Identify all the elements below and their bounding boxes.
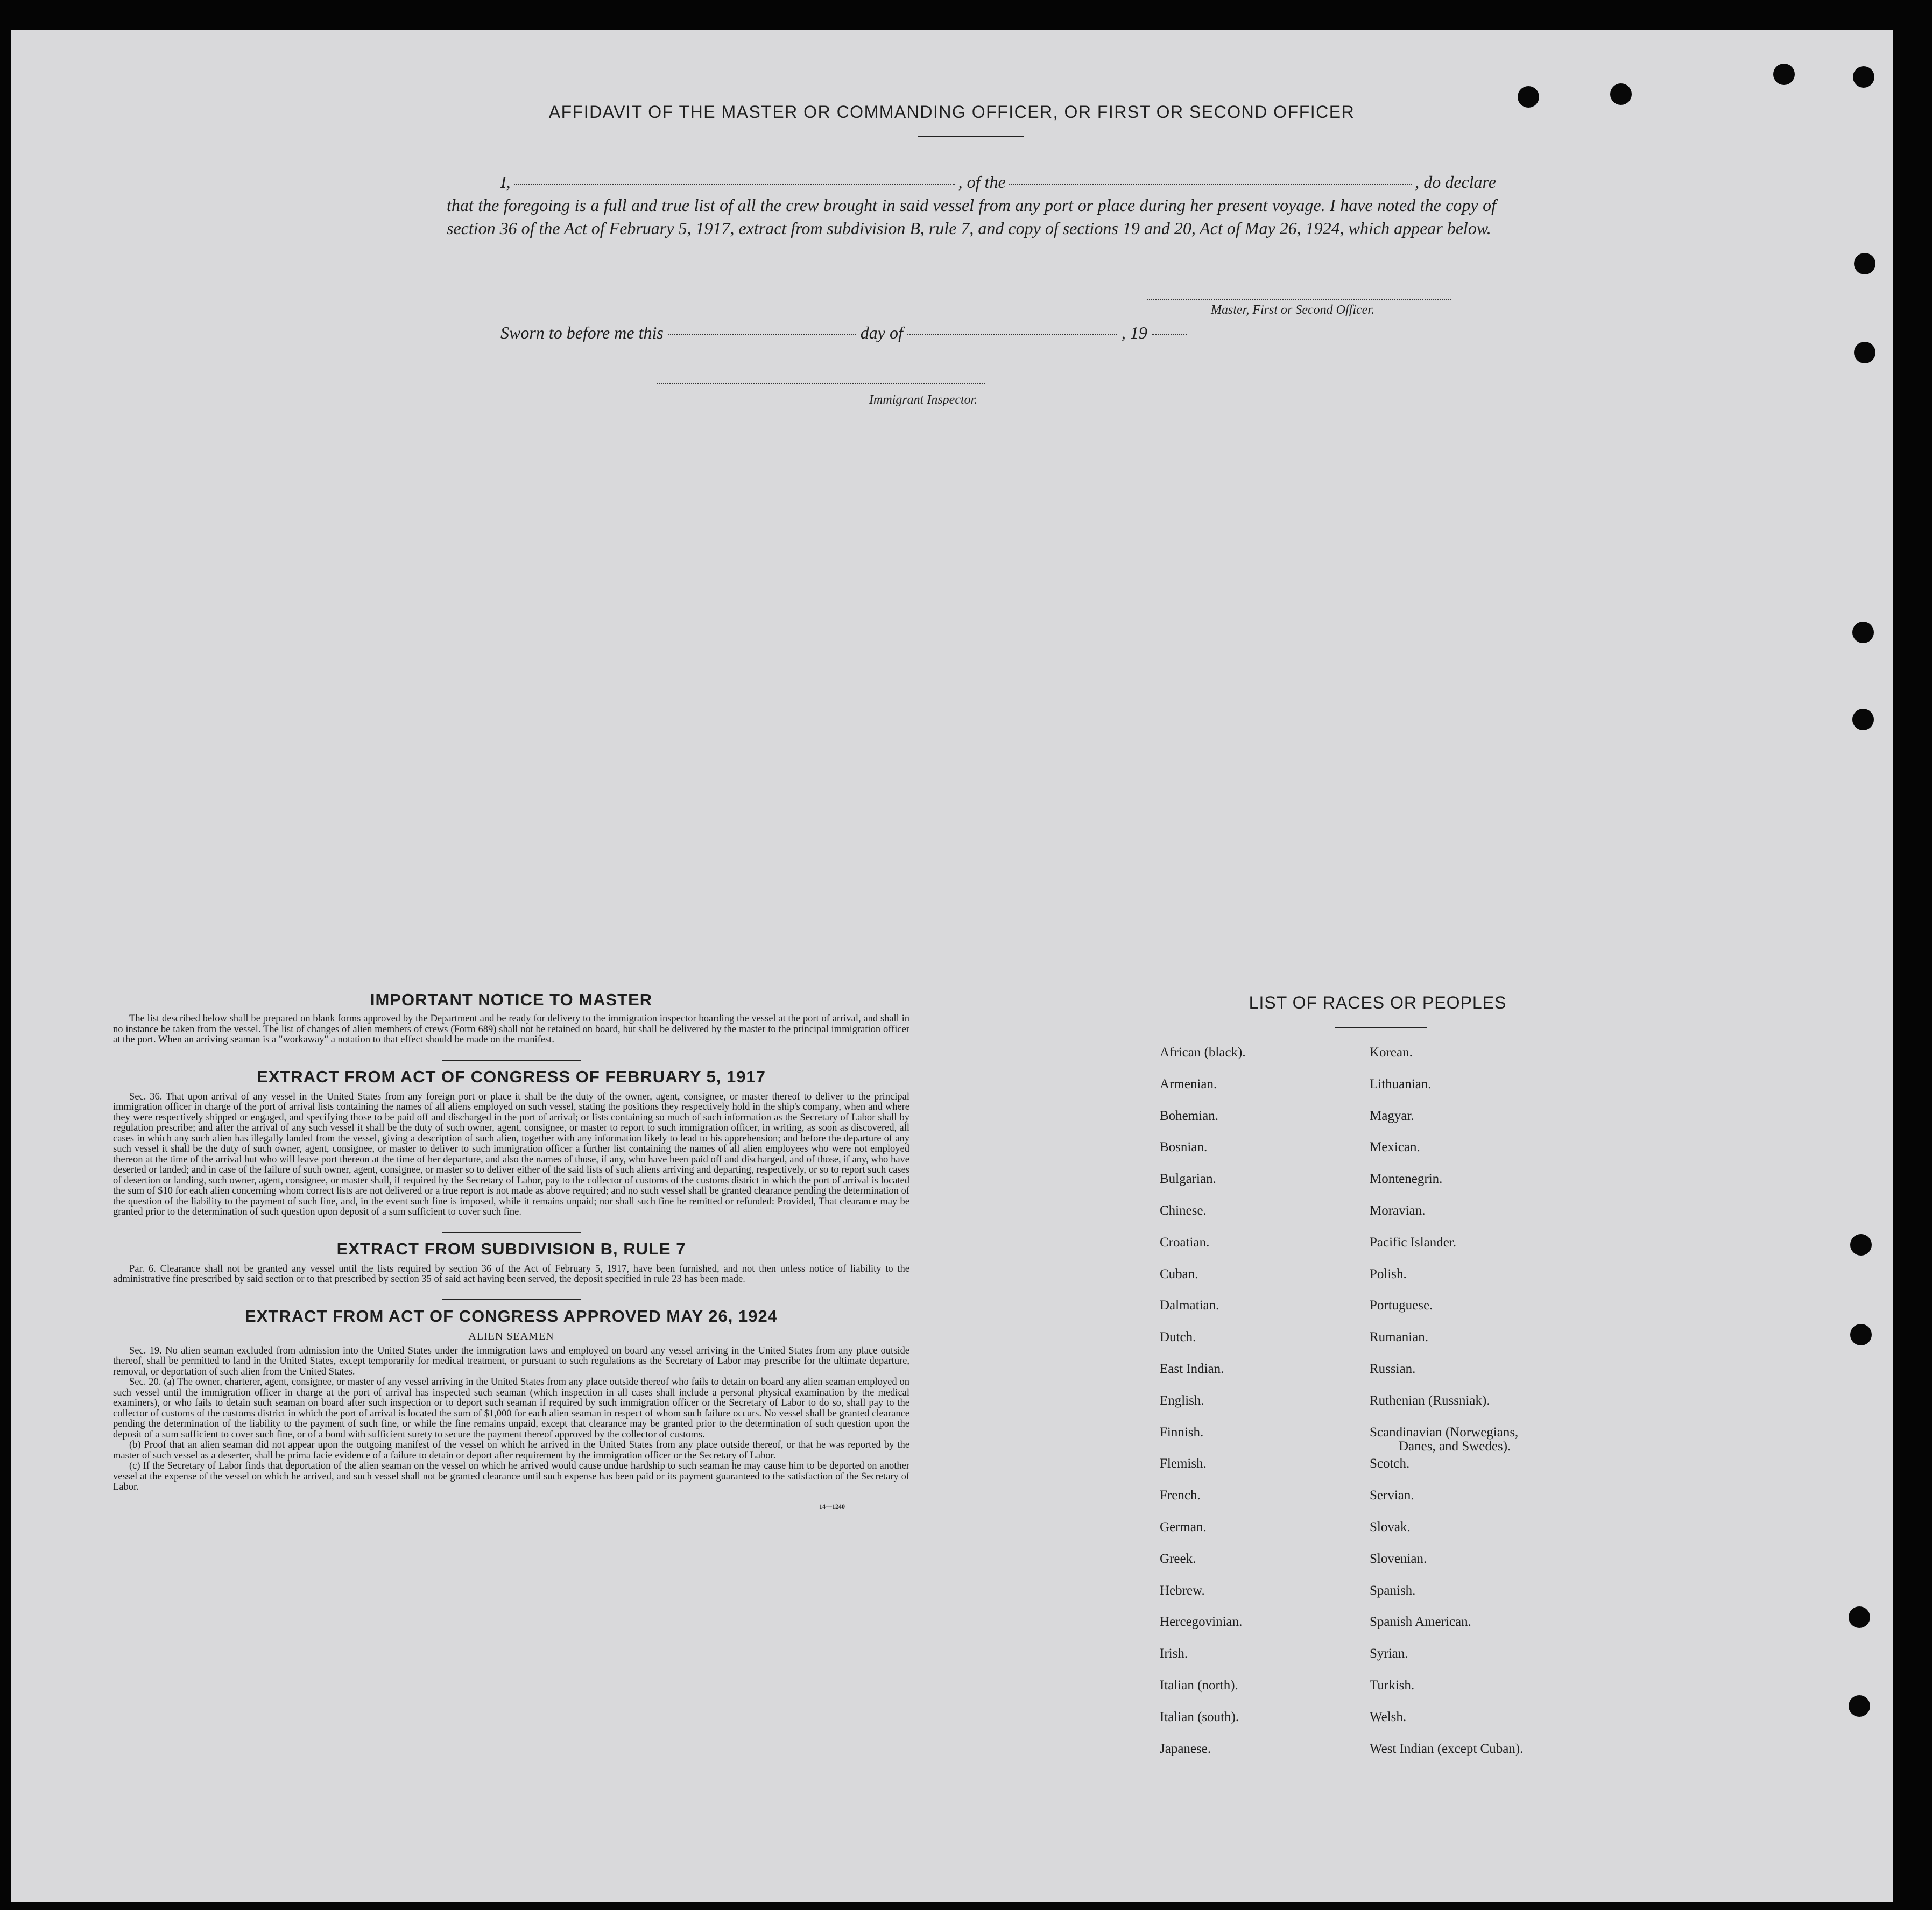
race-item: Turkish. [1370,1678,1415,1693]
race-item: Mexican. [1370,1140,1420,1155]
sec20c-text: (c) If the Secretary of Labor finds that deportation of the alien seaman on the vessel on which he arrived would cause undue hardship to such seaman he may cause him to be deported on another vessel at the expense of the vessel on which he arrived, and such vessel shall not be granted clearance until such expense has been paid or its payment guaranteed to the satisfaction of the Secretary of Labor. [113,1461,909,1492]
race-item: Dutch. [1160,1330,1196,1345]
races-title: LIST OF RACES OR PEOPLES [1249,993,1507,1012]
extract-rule7-block [113,1264,909,1285]
alien-seamen-subtitle: ALIEN SEAMEN [468,1330,554,1342]
race-item: Japanese. [1160,1741,1211,1756]
race-item: Montenegrin. [1370,1172,1443,1187]
do-declare-label: , do declare [1415,172,1496,192]
punch-hole [1853,66,1874,88]
race-item: Syrian. [1370,1646,1408,1661]
races-title-divider [1335,1027,1427,1028]
race-item: Rumanian. [1370,1330,1429,1345]
race-item: Greek. [1160,1551,1196,1566]
signature-caption: Master, First or Second Officer. [1211,303,1374,317]
race-item: African (black). [1160,1045,1246,1060]
inspector-caption: Immigrant Inspector. [869,393,978,407]
race-item: Polish. [1370,1266,1407,1281]
race-item: Croatian. [1160,1235,1210,1250]
form-number: 14—1240 [819,1502,845,1510]
race-item: Italian (north). [1160,1678,1238,1693]
race-item: Slovenian. [1370,1551,1427,1566]
master-name-field[interactable] [514,184,955,185]
extract-1924-block [113,1346,909,1493]
sworn-year-field[interactable] [1152,334,1187,335]
race-item: Finnish. [1160,1425,1204,1440]
race-item: Korean. [1370,1045,1413,1060]
race-item: Spanish American. [1370,1615,1471,1630]
extract-1917-text: Sec. 36. That upon arrival of any vessel in the United States from any foreign port or place it shall be the duty of the owner, agent, consignee, or master thereof to deliver to the principal immigration officer in charge of the port of arrival lists containing the names of all aliens employed on such vessel, stating the positions they respectively hold in the ship's company, when and where they were respectively shipped or engaged, and specifying those to be paid off and discharged in the port of arrival; or lists containing so much of such information as the Secretary of Labor shall by regulation prescribe; and after the arrival of any such vessel it shall be the duty of such owner, agent, consignee, or master to report to such immigration officer, in writing, as soon as discovered, all cases in which any such alien has illegally landed from the vessel, giving a description of such alien, together with any information likely to lead to his apprehension; and before the departure of any such vessel it shall be the duty of such owner, agent, consignee, or master to deliver to such immigration officer a further list containing the names of all alien employees who were not employed thereon at the time of the arrival but who will leave port thereon at the time of her departure, and also the names of those, if any, who have been paid off and discharged, and of those, if any, who have deserted or landed; and in case of the failure of such owner, agent, consignee, or master so to deliver either of the said lists of such aliens arriving and departing, respectively, or so to report such cases of desertion or landing, such owner, agent, consignee, or master shall, if required by the Secretary of Labor, pay to the collector of customs of the customs district in which the port of arrival is located the sum of $10 for each alien concerning whom correct lists are not delivered or a true report is not made as above required; and no such vessel shall be granted clearance pending the determination of the question of the liability to the payment of such fine, and, in the event such fine is imposed, while it remains unpaid; nor shall such fine be remitted or refunded: Provided, That clearance may be granted prior to the determination of such question upon deposit of a sum sufficient to cover such fine. [113,1091,909,1217]
race-item: Portuguese. [1370,1298,1433,1313]
affidavit-title: AFFIDAVIT OF THE MASTER OR COMMANDING OFFICER, OR FIRST OR SECOND OFFICER [548,102,1355,122]
race-item: West Indian (except Cuban). [1370,1741,1524,1756]
declaration-text: that the foregoing is a full and true list of all the crew brought in said vessel from any port or place during her present voyage. I have noted the copy of section 36 of the Act of February 5, 1917, extract from subdivision B, rule 7, and copy of sections 19 and 20, Act of May 26, 1924, which appear below. [447,195,1496,238]
race-item: Hercegovinian. [1160,1615,1243,1630]
race-item: Ruthenian (Russniak). [1370,1393,1490,1408]
notice-text-block [113,1014,909,1046]
affidavit-body [447,171,1496,240]
title-divider [918,136,1024,137]
race-item: Flemish. [1160,1456,1207,1471]
race-item: Chinese. [1160,1203,1207,1218]
section-divider [442,1232,581,1233]
punch-hole [1610,83,1632,105]
race-item-continuation: Danes, and Swedes). [1399,1439,1511,1454]
race-item: Bosnian. [1160,1140,1208,1155]
section-divider [442,1060,581,1061]
extract-rule7-title: EXTRACT FROM SUBDIVISION B, RULE 7 [336,1239,686,1258]
extract-1924-title: EXTRACT FROM ACT OF CONGRESS APPROVED MAY 26, 1924 [245,1306,778,1326]
sworn-month-field[interactable] [907,334,1117,335]
race-item-scandinavian [1370,1425,1523,1457]
punch-hole [1773,64,1795,85]
race-item: Bulgarian. [1160,1172,1216,1187]
race-item: Cuban. [1160,1266,1198,1281]
sworn-label: Sworn to before me this [500,323,664,342]
race-item: Armenian. [1160,1076,1217,1091]
sec19-text: Sec. 19. No alien seaman excluded from admission into the United States under the immigration laws and employed on board any vessel arriving in the United States from any place outside thereof, shall be permitted to land in the United States, except temporarily for medical treatment, or pursuant to such regulations as the Secretary of Labor may prescribe for the ultimate departure, removal, or deportation of such alien from the United States. [113,1345,909,1377]
race-item: Welsh. [1370,1709,1407,1724]
races-left-column [1160,1045,1246,1773]
vessel-name-field[interactable] [1009,184,1412,185]
race-item: Spanish. [1370,1583,1416,1598]
punch-hole [1854,253,1875,274]
notice-title: IMPORTANT NOTICE TO MASTER [370,990,653,1009]
section-divider [442,1299,581,1300]
race-item: Servian. [1370,1488,1414,1503]
notice-column [113,990,909,1511]
race-item: Russian. [1370,1361,1416,1376]
race-item: Bohemian. [1160,1108,1219,1123]
affidavit-name-line [447,171,1496,194]
punch-hole [1849,1695,1870,1717]
sec20b-text: (b) Proof that an alien seaman did not appear upon the outgoing manifest of the vessel on which he arrived in the United States from any place outside thereof, or that he was reported by the master of such vessel as a deserter, shall be prima facie evidence of a failure to detain or deport after requirement by the immigration officer or the Secretary of Labor. [113,1440,909,1461]
race-item: Pacific Islander. [1370,1235,1457,1250]
sworn-day-field[interactable] [668,334,856,335]
of-the-label: , of the [958,172,1006,192]
form-sheet [11,30,1893,1902]
sworn-line [500,323,1187,343]
sec20a-text: Sec. 20. (a) The owner, charterer, agent, consignee, or master of any vessel arriving in the United States from any place outside thereof who fails to detain on board any alien seaman employed on such vessel until the immigration officer in charge at the port of arrival has inspected such seaman (which inspection in all cases shall include a personal physical examination by the medical examiners), or who fails to detain such seaman on board after such inspection or to deport such seaman if required by such immigration officer or the Secretary of Labor to do so, shall pay to the collector of customs of the customs district in which the port of arrival is located the sum of $1,000 for each alien seaman in respect of whom such failure occurs. No vessel shall be granted clearance pending the determination of the liability to the payment of such fine, or while the fine remains unpaid, except that clearance may be granted prior to the determination of such question upon the deposit of a sum sufficient to cover such fine, or of a bond with sufficient surety to secure the payment thereof approved by the collector of customs. [113,1377,909,1440]
year-prefix: , 19 [1121,323,1147,342]
races-right-column [1370,1045,1523,1773]
race-item: Irish. [1160,1646,1188,1661]
punch-hole [1850,1324,1872,1345]
race-item: Magyar. [1370,1108,1414,1123]
race-item: German. [1160,1519,1207,1534]
race-item: Hebrew. [1160,1583,1205,1598]
race-item: English. [1160,1393,1204,1408]
punch-hole [1854,342,1875,363]
extract-1917-title: EXTRACT FROM ACT OF CONGRESS OF FEBRUARY 5, 1917 [257,1067,766,1086]
extract-rule7-text: Par. 6. Clearance shall not be granted any vessel until the lists required by section 36 of the Act of February 5, 1917, have been furnished, and not then unless notice of liability to the administrative fine prescribed by said section or to that prescribed by section 35 of said act having been served, the deposit specified in rule 23 has been made. [113,1263,909,1285]
punch-hole [1850,1234,1872,1256]
race-item: Moravian. [1370,1203,1426,1218]
punch-hole [1852,622,1874,643]
extract-1917-block [113,1092,909,1218]
race-item: Dalmatian. [1160,1298,1219,1313]
race-item: Italian (south). [1160,1709,1239,1724]
day-of-label: day of [860,323,903,342]
race-item: East Indian. [1160,1361,1224,1376]
race-item: French. [1160,1488,1201,1503]
race-item: Slovak. [1370,1519,1411,1534]
master-signature-line[interactable] [1147,299,1451,300]
i-label: I, [500,172,511,192]
notice-text: The list described below shall be prepared on blank forms approved by the Department and be ready for delivery to the immigration inspector boarding the vessel at the port of arrival, and shall in no instance be taken from the vessel. The list of changes of alien members of crews (Form 689) shall not be retained on board, but shall be delivered by the master to the principal immigration officer at the port. When an arriving seaman is a "workaway" a notation to that effect should be made on the manifest. [113,1013,909,1045]
inspector-signature-line[interactable] [657,383,985,384]
punch-hole [1849,1606,1870,1628]
race-item: Scandinavian (Norwegians, [1370,1425,1519,1440]
race-item: Scotch. [1370,1456,1410,1471]
race-item: Lithuanian. [1370,1076,1432,1091]
punch-hole [1852,709,1874,730]
